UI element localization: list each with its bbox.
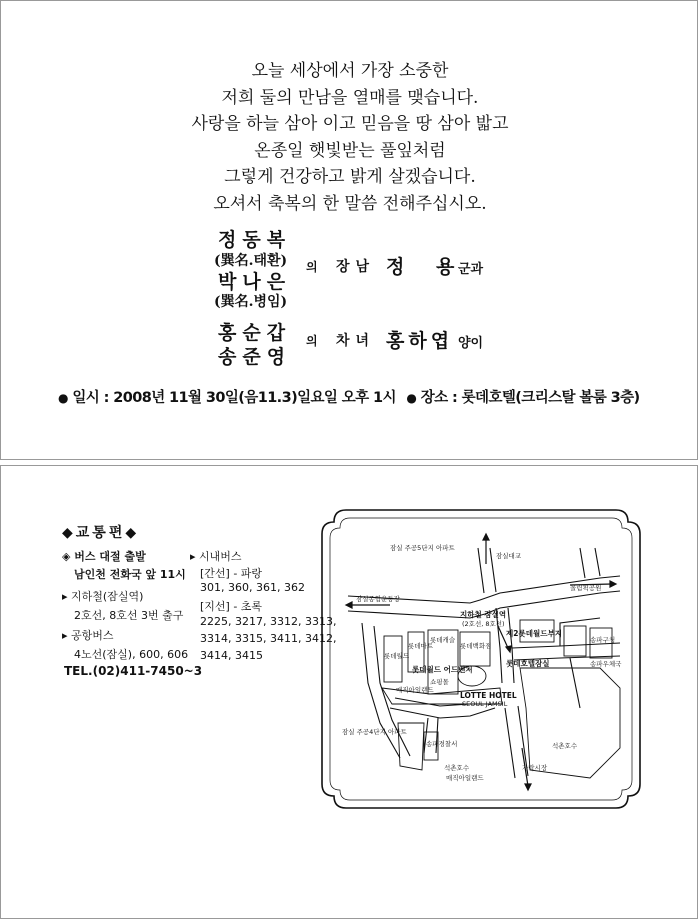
map-label-magic-island: 매직아일랜드 [446, 774, 484, 782]
airport-detail: 4노선(잠실), 600, 606 [74, 648, 189, 661]
groom-father-name: 정동복 [218, 229, 292, 251]
map-label-lotte-hotel-sub: SEOUL JAMSIL [462, 700, 508, 708]
map-label-apt-top: 잠실 주공5단지 아파트 [390, 544, 455, 552]
map-label-garak: 가락시장 [522, 764, 548, 772]
bride-suffix: 양이 [458, 336, 484, 351]
map-label-seokchon-west: 석촌호수 [444, 764, 470, 772]
groom-suffix: 군과 [458, 262, 484, 277]
green-bus-numbers: 2225, 3217, 3312, 3313, [200, 615, 337, 628]
city-bus-header: ▸ 시내버스 [190, 550, 242, 563]
poem-line: 온종일 햇빛받는 풀잎처럼 [254, 140, 446, 161]
groom-mother-name: 박나은 [218, 271, 292, 293]
map-label-seokchon-east: 석촌호수 [552, 742, 578, 750]
blue-bus-numbers: 301, 360, 361, 362 [200, 581, 305, 594]
bride-name: 홍하엽 [386, 330, 454, 352]
event-date: 일시 : 2008년 11월 30일(음11.3)일요일 오후 1시 [72, 390, 396, 406]
fold-line [0, 461, 700, 464]
map-label-lotteworld2: 제2롯데월드부지 [506, 629, 562, 638]
invitation-poem [0, 58, 700, 217]
groom-name-second: 용 [436, 256, 455, 278]
groom-relation: 장남 [336, 259, 376, 275]
bus-header: ◈ 버스 대절 출발 [62, 550, 146, 563]
groom-of: 의 [306, 260, 318, 274]
green-bus-numbers: 3414, 3415 [200, 649, 263, 662]
map-label-lotteworld: 롯데월드 어드벤처 [412, 665, 473, 674]
bride-mother-name: 송준영 [218, 346, 292, 368]
map-label-lotte-dept: 롯데백화점 [460, 642, 492, 650]
map-label-hotel-jamsil: 롯데호텔잠실 [506, 659, 550, 668]
poem-line: 그렇게 건강하고 밝게 살겠습니다. [224, 167, 476, 187]
airport-header: ▸ 공항버스 [62, 629, 114, 642]
map-label-apt-bottom: 잠실 주공4단지 아파트 [342, 728, 407, 736]
map-label-songpa-office: 송파구청 [590, 636, 616, 644]
location-map [320, 508, 642, 810]
green-bus-numbers: 3314, 3315, 3411, 3412, [200, 632, 337, 645]
map-label-station: 지하철 잠실역 [460, 610, 507, 619]
map-label-station-sub: (2호선, 8호선) [462, 620, 505, 628]
bride-of: 의 [306, 334, 318, 348]
groom-name-first: 정 [386, 256, 405, 278]
event-place: 장소 : 롯데호텔(크리스탈 볼룸 3층) [420, 390, 640, 406]
bride-father-name: 홍순갑 [218, 322, 292, 344]
map-label-bldg4: 쇼핑몰 [430, 678, 449, 686]
poem-line: 저희 둘의 만남을 열매를 맺습니다. [221, 87, 479, 108]
bullet-icon: ● [406, 391, 417, 405]
map-label-daegyo: 잠실대교 [496, 552, 522, 560]
blue-bus-label: [간선] - 파랑 [200, 567, 263, 580]
subway-header: ▸ 지하철(잠실역) [62, 590, 144, 603]
poem-line: 오셔서 축복의 한 말씀 전해주십시오. [213, 193, 487, 214]
poem-line: 오늘 세상에서 가장 소중한 [251, 61, 449, 81]
map-frame [322, 510, 640, 808]
map-roads [348, 548, 620, 778]
map-label-bldg1: 롯데월드 [384, 652, 410, 660]
subway-detail: 2호선, 8호선 3번 출구 [74, 609, 184, 622]
map-label-songpa-police: 송파경찰서 [426, 740, 458, 748]
map-label-olympic: 올림픽공원 [570, 584, 602, 592]
map-label-bldg3: 롯데캐슬 [430, 636, 456, 644]
map-label-lotte-hotel: LOTTE HOTEL [460, 691, 517, 700]
bus-detail: 남인천 전화국 앞 11시 [74, 568, 186, 581]
map-label-magic: 매직아일랜드 [396, 686, 434, 694]
map-label-bldg2: 롯데마트 [408, 642, 434, 650]
map-label-sports: 잠실종합운동장 [356, 595, 400, 603]
telephone: TEL.(02)411-7450~3 [64, 664, 203, 678]
green-bus-label: [지선] - 초록 [200, 600, 263, 613]
map-label-songpa-post: 송파우체국 [590, 660, 622, 668]
bullet-icon: ● [58, 391, 68, 405]
map-frame-inner [330, 518, 632, 800]
traffic-title: ◆교통편◆ [62, 525, 140, 541]
groom-mother-alias: (巽名.병임) [214, 294, 288, 310]
poem-line: 사랑을 하늘 삼아 이고 믿음을 땅 삼아 밟고 [191, 114, 509, 134]
groom-father-alias: (巽名.태환) [214, 253, 288, 269]
bride-relation: 차녀 [336, 333, 376, 349]
event-info [58, 386, 640, 407]
